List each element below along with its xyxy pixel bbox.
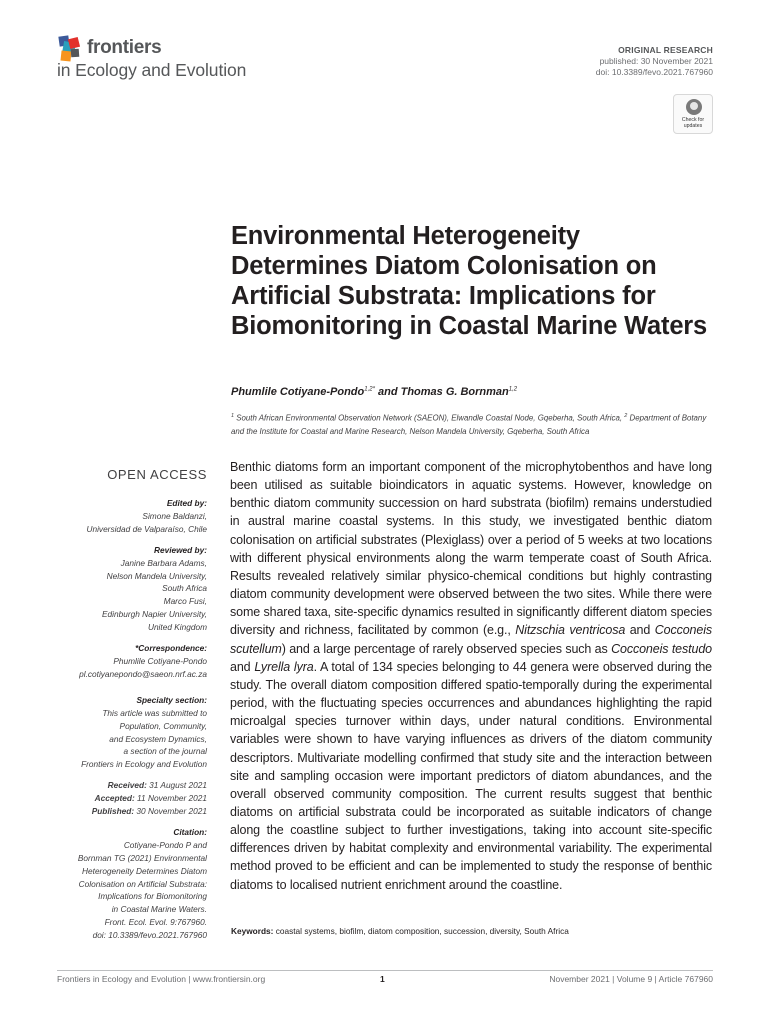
published-date: published: 30 November 2021	[599, 56, 713, 66]
article-title: Environmental Heterogeneity Determines Diatom Colonisation on Artificial Substrata: Implications for Biomonitoring in Coastal Marine Waters	[231, 222, 708, 340]
specialty-line: This article was submitted to	[102, 707, 207, 718]
species-name: Lyrella lyra	[254, 659, 314, 674]
keywords-list: coastal systems, biofilm, diatom composition, succession, diversity, South Africa	[273, 926, 569, 936]
specialty-line: a section of the journal	[123, 746, 207, 757]
footer-divider	[57, 970, 713, 971]
received-date: Received: 31 August 2021	[107, 780, 207, 791]
accepted-label: Accepted:	[94, 793, 135, 804]
citation-line: Heterogeneity Determines Diatom	[82, 865, 207, 876]
correspondence-name: Phumlile Cotiyane-Pondo	[113, 655, 207, 666]
correspondence-heading: *Correspondence:	[135, 643, 207, 654]
reviewer-line: Edinburgh Napier University,	[102, 609, 207, 620]
footer-issue-info: November 2021 | Volume 9 | Article 767960	[549, 974, 713, 984]
citation-line: Bornman TG (2021) Environmental	[77, 852, 207, 863]
species-name: Cocconeis testudo	[611, 641, 712, 656]
citation-doi[interactable]: doi: 10.3389/fevo.2021.767960	[92, 930, 207, 941]
reviewer-line: Nelson Mandela University,	[106, 570, 207, 581]
reviewed-by-heading: Reviewed by:	[153, 544, 207, 555]
citation-line: Colonisation on Artificial Substrata:	[78, 878, 207, 889]
reviewer-line: Marco Fusi,	[163, 596, 207, 607]
article-info-sidebar	[60, 467, 207, 942]
journal-name: in Ecology and Evolution	[57, 60, 247, 80]
article-type: ORIGINAL RESEARCH	[618, 45, 713, 55]
specialty-line: and Ecosystem Dynamics,	[109, 733, 207, 744]
keywords	[231, 926, 569, 936]
author-list	[231, 386, 517, 398]
species-name: Nitzschia ventricosa	[515, 623, 626, 638]
specialty-heading: Specialty section:	[136, 694, 207, 705]
affiliations	[231, 410, 716, 439]
logo-wordmark: frontiers	[87, 37, 162, 58]
author-conjunction: and	[374, 386, 401, 398]
footer-journal-link[interactable]: Frontiers in Ecology and Evolution | www.frontiersin.org	[57, 974, 266, 984]
check-updates-label: Check for updates	[681, 117, 705, 129]
abstract: Benthic diatoms form an important component of the microphytobenthos and have long been utilised as suitable bioindicators in aquatic systems. However, knowledge on benthic diatom community succession on hard substrata (biofilm) remains understudied in austral marine coastal systems. In this study, we investigated benthic diatom colonisation on artificial substrates (Plexiglass) over a period of 5 weeks at two locations with different physical environments along the warm temperate coast of South Africa. Results revealed relatively similar physico-chemical conditions but highly contrasting diatom community development were observed between the two sites. While there were some shared taxa, site-specific dynamics resulted in significantly different diatom species diversity and richness, facilitated by common (e.g., Nitzschia ventricosa and Cocconeis scutellum) and a large percentage of rarely observed species such as Cocconeis testudo and Lyrella lyra. A total of 134 species belonging to 44 genera were observed during the study. The overall diatom composition differed spatio-temporally during the experimental period, with the fluctuating species occurrences and abundances highlighting the rapid microalgal species turnover within days, under natural conditions. Environmental variables were shown to have varying influences as drivers of the diatom community descriptors. Multivariate modelling confirmed that study site and the interaction between site and sampling occasion were important predictors of diatom abundances, and the overall observed community composition. The current results suggest that benthic diatoms on artificial substrata could be incorporated as suitable indicators of change along the coastline subject to further investigations, taking into account site-specific differences driven by habitat complexity and environmental variability. The experimental method proved to be efficient and can be implemented to study the response of benthic diatoms to localised nutrient enrichment around the coastline.	[230, 460, 712, 892]
open-access-label: OPEN ACCESS	[107, 467, 207, 482]
affiliation-number: 2	[624, 413, 628, 419]
specialty-line: Population, Community,	[119, 720, 207, 731]
species-name: Cocconeis scutellum	[230, 623, 712, 656]
corresponding-marker: *	[372, 386, 375, 393]
edited-by-heading: Edited by:	[166, 498, 207, 508]
editor-line: Simone Baldanzi,	[142, 510, 207, 521]
reviewer-line: South Africa	[162, 583, 207, 594]
keywords-label: Keywords:	[231, 926, 274, 936]
received-label: Received:	[107, 780, 147, 791]
published-date-sidebar: Published: 30 November 2021	[91, 806, 207, 817]
page-number: 1	[380, 974, 385, 984]
affiliation-text: South African Environmental Observation Network (SAEON), Elwandle Coastal Node, Gqeberha, South Africa,	[234, 413, 625, 423]
author-name[interactable]: Phumlile Cotiyane-Pondo	[231, 386, 365, 398]
reviewer-line: United Kingdom	[147, 622, 207, 633]
citation-line: in Coastal Marine Waters.	[111, 904, 207, 915]
crossmark-icon	[686, 99, 702, 115]
affiliation-text: Department of Botany and the Institute for Coastal and Marine Research, Nelson Mandela University, Gqeberha, South Africa	[231, 413, 707, 437]
citation-line: Front. Ecol. Evol. 9:767960.	[104, 917, 207, 928]
citation-line: Implications for Biomonitoring	[98, 891, 207, 902]
editor-line: Universidad de Valparaíso, Chile	[86, 523, 207, 534]
citation-line: Cotiyane-Pondo P and	[123, 839, 207, 850]
affiliation-marker: 1,2	[508, 386, 518, 393]
specialty-line: Frontiers in Ecology and Evolution	[81, 759, 207, 770]
correspondence-email[interactable]: pl.cotiyanepondo@saeon.nrf.ac.za	[79, 668, 207, 679]
affiliation-number: 1	[231, 413, 235, 419]
reviewer-line: Janine Barbara Adams,	[120, 557, 207, 568]
author-name[interactable]: Thomas G. Bornman	[400, 386, 509, 398]
doi-header[interactable]: doi: 10.3389/fevo.2021.767960	[595, 67, 713, 77]
accepted-date: Accepted: 11 November 2021	[94, 793, 207, 804]
affiliation-marker: 1,2	[364, 386, 373, 393]
check-for-updates-button[interactable]	[673, 94, 713, 134]
published-label: Published:	[91, 806, 135, 817]
citation-heading: Citation:	[173, 826, 207, 837]
